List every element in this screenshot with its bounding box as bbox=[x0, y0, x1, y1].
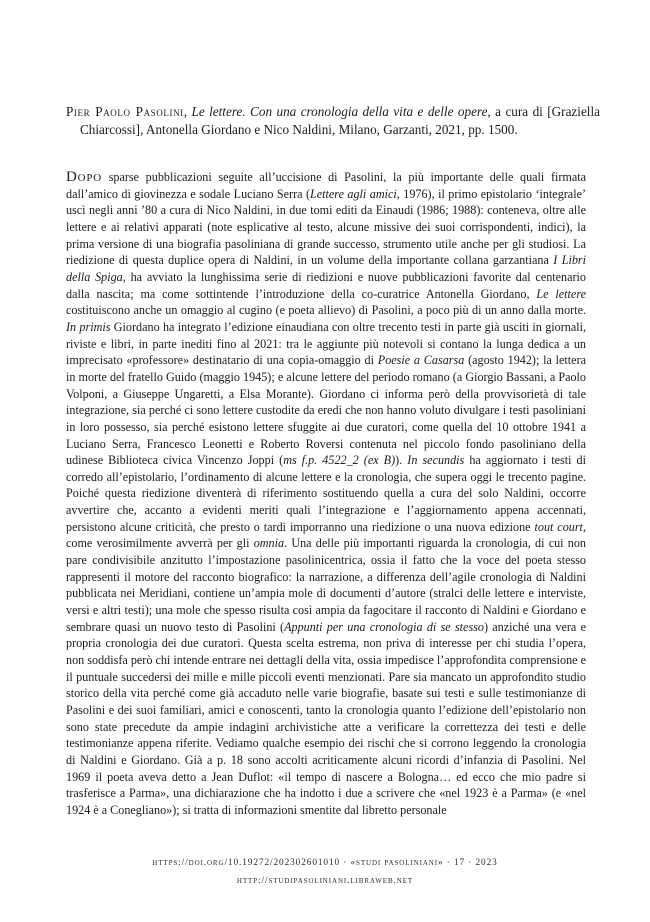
italic-run: I Libri della Spiga bbox=[66, 253, 586, 284]
text-run: ha aggiornato i testi di corredo all’epistolario, l’ordinamento di alcune lettere e la cronologia, che supera oggi le trecento pagine. Poiché questa riedizione diventerà di riferimento sostituendo quella a cura del solo Naldini, occorre avvertire che, accanto a evidenti meriti quali l’integrazione e l’aggiornamento appena accennati, persistono alcune criticità, che presto o tardi imporranno una riedizione o una nuova edizione bbox=[66, 453, 586, 534]
opening-word: Dopo bbox=[66, 169, 103, 185]
italic-run: tout court bbox=[534, 519, 583, 534]
italic-run: Le lettere bbox=[536, 286, 586, 301]
text-run: (agosto 1942); la lettera in morte del fratello Guido (maggio 1945); e alcune lettere del periodo romano (a Giorgio Bassani, a Paolo Volponi, a Giuseppe Ungaretti, a Elsa Morante). Giordano ci informa però della provvisorietà di tale integrazione, sia perché ci sono lettere custodite da eredi che non hanno voluto divulgare i testi pasoliniani in loro possesso, sia perché esistono lettere sfuggite ai due curatori, come quella del 10 ottobre 1941 a Luciano Serra, Francesco Leonetti e Roberto Roversi contenuta nel piccolo fondo pasoliniano della udinese Biblioteca civica Vincenzo Joppi ( bbox=[66, 353, 586, 468]
journal-url-footer: http://studipasoliniani.libraweb.net bbox=[236, 876, 414, 886]
text-run: Giordano ha integrato l’edizione einaudiana con oltre trecento testi in parte già usciti in giornali, riviste e libri, in parte inediti fino al 2021: tra le aggiunte più notevoli si contano la lunga dedica a un imprecisato «professore» destinatario di una copia-omaggio di bbox=[66, 319, 586, 368]
citation-separator: , bbox=[183, 104, 192, 119]
author-name: Pier Paolo Pasolini bbox=[66, 104, 184, 119]
book-title: Le lettere. Con una cronologia della vita e delle opere bbox=[191, 104, 488, 119]
italic-run: In primis bbox=[66, 319, 111, 334]
italic-run: omnia bbox=[253, 536, 285, 551]
italic-run: ms f.p. 4522_2 (ex B) bbox=[283, 453, 396, 468]
review-body bbox=[66, 169, 586, 819]
text-run: , ha avviato la lunghissima serie di riedizioni e nuove pubblicazioni favorite dal centenario dalla nascita; ma come sottintende l’introduzione della co-curatrice Antonella Giordano, bbox=[66, 269, 586, 301]
text-run: . Una delle più importanti riguarda la cronologia, di cui non pare condivisibile anzitutto l’impostazione pasolinicentrica, ossia il fatto che la voce del poeta stesso rappresenti il motore del racconto biografico: la narrazione, a differenza dell’agile cronologia di Naldini pubblicata nei Meridiani, contiene un’ampia mole di documenti d’autore (stralci delle lettere e interviste, versi e altri testi); una mole che spesso risulta così ampia da fagocitare il racconto di Naldini e Giordano e sembrare quasi un nuovo testo di Pasolini ( bbox=[66, 536, 586, 634]
review-paragraph bbox=[66, 170, 586, 817]
italic-run: Poesie a Casarsa bbox=[377, 353, 465, 368]
text-run: , 1976), il primo epistolario ‘integrale’ uscì negli anni ’80 a cura di Nico Naldini, in due tomi editi da Einaudi (1986; 1988): conteneva, oltre alle lettere e ai relativi apparati (note esplicative al testo, alcune missive dei suoi corrispondenti, indici), la prima versione di una biografia pasoliniana di grande successo, strumento utile anche per gli studiosi. La riedizione di questa duplice opera di Naldini, in un volume della importante collana garzantiana bbox=[66, 186, 587, 268]
bibliographic-citation bbox=[66, 103, 600, 139]
doi-footer: https://doi.org/10.19272/202302601010 · «studi pasoliniani» · 17 · 2023 bbox=[152, 858, 498, 868]
text-run: ) anziché una vera e propria cronologia dei due curatori. Questa scelta estrema, non priva di interesse per chi studia l’opera, non soddisfa però chi intende entrare nei dettagli della vita, ossia impedisce l’approfondita comprensione e il puntuale succedersi dei mille e mille piccoli eventi menzionati. Pare sia mancato un approfondito studio storico della vita perché come già accaduto nelle varie biografie, basate sui testi e sulle testimonianze di Pasolini e dei suoi familiari, amici e conoscenti, tanto la cronologia quanto l’edizione dell’epistolario non sono state precedute da ampie indagini archivistiche atte a verificare la correttezza dei testi e delle testimonianze appena riferite. Vediamo qualche esempio dei rischi che si corrono leggendo la cronologia di Naldini e Giordano. Già a p. 18 sono accolti acriticamente alcuni ricordi d’infanzia di Pasolini. Nel 1969 il poeta aveva detto a Jean Duflot: «il tempo di nascere a Bologna… ed ecco che mio padre si trasferisce a Parma», una dichiarazione che ha indotto i due a scrivere che «nel 1923 è a Parma» (e «nel 1924 è a Conegliano»); si tratta di informazioni smentite dal libretto personale bbox=[66, 619, 586, 817]
text-run: costituiscono anche un omaggio al cugino (e poeta allievo) di Pasolini, a poco più di un anno dalla morte. bbox=[66, 303, 586, 318]
text-run: ). bbox=[395, 453, 408, 468]
italic-run: In secundis bbox=[407, 453, 465, 468]
text-run: , come verosimilmente avverrà per gli bbox=[66, 519, 586, 551]
citation-details: , a cura di [Graziella Chiarcossi], Antonella Giordano e Nico Naldini, Milano, Garzanti, 2021, pp. 1500. bbox=[80, 104, 600, 137]
italic-run: Appunti per una cronologia di se stesso bbox=[284, 619, 484, 634]
text-run: sparse pubblicazioni seguite all’uccisione di Pasolini, la più importante delle quali firmata dall’amico di giovinezza e sodale Luciano Serra ( bbox=[66, 170, 586, 201]
italic-run: Lettere agli amici bbox=[310, 186, 397, 201]
